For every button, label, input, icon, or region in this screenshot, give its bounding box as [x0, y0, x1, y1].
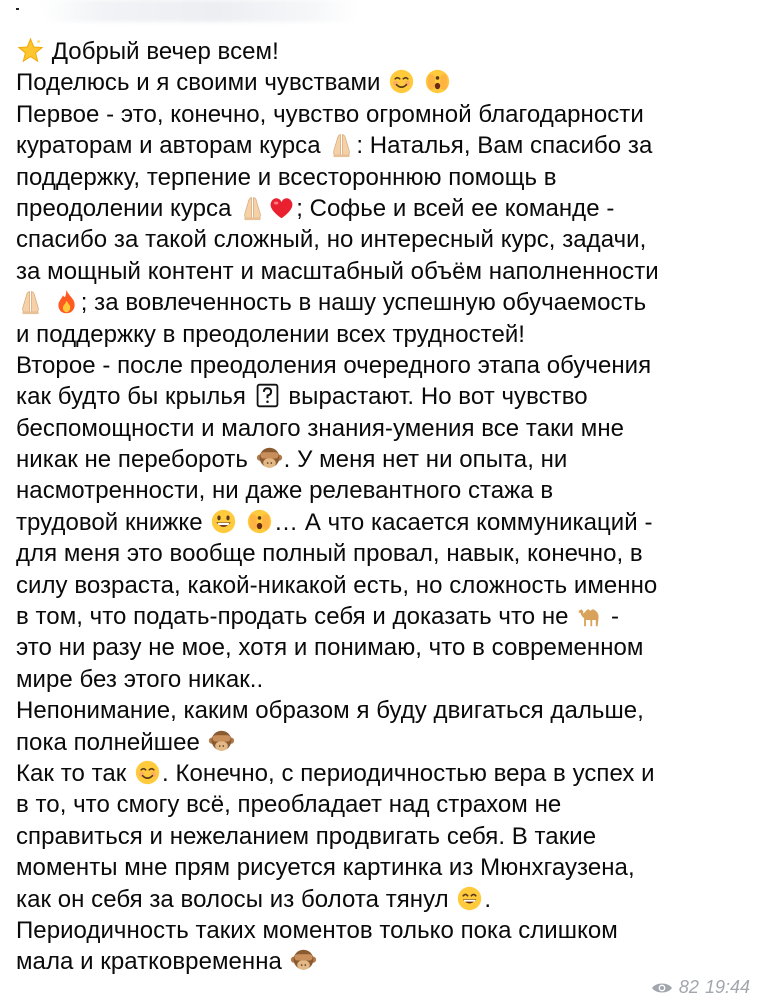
message-line — [16, 99, 760, 130]
message-line — [16, 350, 760, 381]
message-line — [16, 67, 760, 98]
monkey-icon — [256, 445, 283, 472]
message-line — [16, 381, 760, 412]
message-text-segment: в том, что подать-продать себя и доказать что не — [16, 603, 576, 631]
message-text-segment — [416, 69, 423, 96]
message-line — [16, 413, 760, 444]
message-line — [16, 727, 760, 758]
message-line — [16, 946, 760, 977]
message-line — [16, 570, 760, 601]
message-line — [16, 507, 760, 538]
message-text-segment: как он себя за волосы из болота тянул — [16, 885, 456, 913]
message-text-segment: мире без этого никак.. — [16, 665, 264, 693]
message-text-segment: это ни разу не мое, хотя и понимаю, что в современном — [16, 634, 644, 662]
fire-icon — [53, 288, 80, 315]
face-hands-icon — [246, 508, 273, 535]
message-line — [16, 287, 760, 318]
eye-icon — [651, 981, 673, 995]
message-text-segment: силу возраста, какой-никакой есть, но сложность именно — [16, 571, 658, 599]
message-text-segment: спасибо за такой сложный, но интересный курс, задачи, — [16, 226, 647, 254]
heart-icon — [268, 194, 295, 221]
message-text-segment: как будто бы крылья — [16, 383, 253, 411]
message-line — [16, 915, 760, 946]
pray-icon — [17, 288, 44, 315]
header-fragment — [16, 8, 19, 10]
message-line — [16, 193, 760, 224]
message-text-segment: . — [484, 885, 492, 913]
message-text-segment: трудовой книжке — [16, 508, 210, 536]
grin-icon — [210, 508, 237, 535]
message-text-segment: ; за вовлеченность в нашу успешную обучаемость — [80, 289, 647, 317]
smile-icon — [134, 759, 161, 786]
unknown-glyph-icon — [254, 382, 281, 409]
monkey-icon — [290, 947, 317, 974]
pray-icon — [328, 131, 355, 158]
pray-icon — [239, 194, 266, 221]
message-text-segment — [238, 509, 245, 536]
message-line — [16, 162, 760, 193]
message-text-segment: : Наталья, Вам спасибо за — [356, 132, 653, 160]
star-icon — [17, 37, 44, 64]
message-text-segment: . У меня нет ни опыта, ни — [283, 446, 568, 474]
message-line — [16, 789, 760, 820]
camel-icon — [576, 602, 603, 629]
message-text-segment: - — [604, 603, 620, 631]
message-line — [16, 130, 760, 161]
message-line — [16, 695, 760, 726]
message-text-segment: поддержку, терпение и всестороннюю помощь в — [16, 163, 557, 191]
message-text-segment: кураторам и авторам курса — [16, 132, 328, 160]
message-text-segment: в то, что смогу всё, преобладает над страхом не — [16, 791, 562, 819]
message-line — [16, 319, 760, 350]
message-line — [16, 224, 760, 255]
message-text-segment: насмотренности, ни даже релевантного стажа в — [16, 477, 554, 505]
message-text-segment: моменты мне прям рисуется картинка из Мюнхгаузена, — [16, 854, 635, 882]
message-text-segment: вырастают. Но вот чувство — [281, 383, 588, 411]
blurred-header — [40, 0, 360, 22]
message-text-segment: … А что касается коммуникаций - — [274, 508, 653, 536]
message-line — [16, 884, 760, 915]
message-line — [16, 256, 760, 287]
message-text-segment: Второе - после преодоления очередного этапа обучения — [16, 351, 652, 379]
message-text-segment: беспомощности и малого знания-умения все таки мне — [16, 414, 625, 442]
message-text-segment: Периодичность таких моментов только пока слишком — [16, 916, 618, 944]
message-text-segment: Непонимание, каким образом я буду двигаться дальше, — [16, 697, 644, 725]
views-count: 82 — [678, 977, 699, 997]
message-line — [16, 852, 760, 883]
message-meta — [651, 977, 750, 998]
message-text-segment: преодолении курса — [16, 194, 239, 222]
message-text-segment: Как то так — [16, 759, 134, 787]
message-text-segment: Поделюсь и я своими чувствами — [16, 69, 388, 97]
message-line — [16, 821, 760, 852]
face-hands-icon — [424, 68, 451, 95]
message-time: 19:44 — [704, 977, 750, 997]
message-text-segment: Добрый вечер всем! — [45, 38, 279, 65]
message-text-segment: за мощный контент и масштабный объём наполненности — [16, 257, 659, 285]
message-line — [16, 36, 760, 67]
monkey-icon — [208, 728, 235, 755]
message-line — [16, 538, 760, 569]
message-line — [16, 444, 760, 475]
message-text-segment: . Конечно, с периодичностью вера в успех и — [162, 759, 655, 787]
message-text-segment: ; Софье и всей ее команде - — [296, 194, 615, 222]
message-text-segment — [45, 289, 52, 316]
message-line — [16, 601, 760, 632]
message-line — [16, 664, 760, 695]
message-line — [16, 758, 760, 789]
message-line — [16, 632, 760, 663]
beam-icon — [456, 885, 483, 912]
message-text-segment: и поддержку в преодолении всех трудностей! — [16, 320, 526, 348]
message-text-segment: мала и кратковременна — [16, 948, 289, 976]
message-text — [16, 36, 760, 978]
message-text-segment: справиться и нежеланием продвигать себя. В такие — [16, 822, 597, 850]
message-text-segment: никак не перебороть — [16, 446, 255, 474]
message-text-segment: Первое - это, конечно, чувство огромной благодарности — [16, 100, 644, 128]
message-text-segment: для меня это вообще полный провал, навык, конечно, в — [16, 540, 643, 568]
message-text-segment: пока полнейшее — [16, 728, 207, 756]
message-line — [16, 475, 760, 506]
smile-icon — [388, 68, 415, 95]
